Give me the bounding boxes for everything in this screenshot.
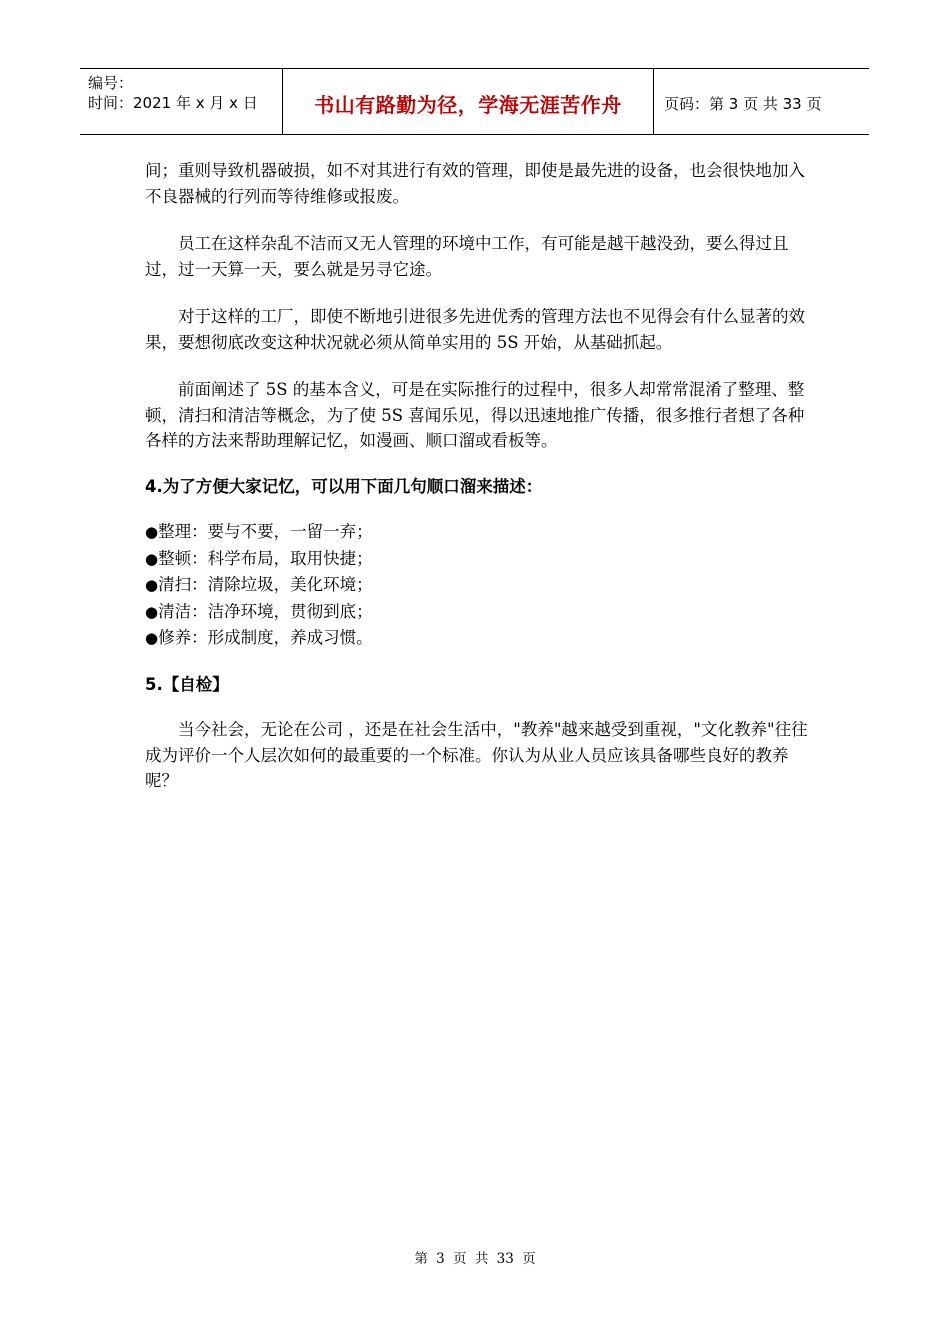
paragraph-4: 前面阐述了 5S 的基本含义，可是在实际推行的过程中，很多人却常常混淆了整理、整顿，清扫和清洁等概念，为了使 5S 喜闻乐见，得以迅速地推广传播，很多推行者想了各种各样的方法来帮助理解记忆，如漫画、顺口溜或看板等。 xyxy=(145,380,805,450)
paragraph-1: 间；重则导致机器破损，如不对其进行有效的管理，即使是最先进的设备，也会很快地加入不良器械的行列而等待维修或报废。 xyxy=(145,161,805,206)
list-item xyxy=(145,519,810,546)
document-number-label: 编号： xyxy=(88,74,134,92)
header-meta xyxy=(80,69,282,134)
mnemonic-list xyxy=(145,519,810,652)
document-body xyxy=(145,158,810,794)
page-footer xyxy=(0,1247,950,1267)
list-item xyxy=(145,572,810,599)
document-time-label: 时间：2021 年 x 月 x 日 xyxy=(88,94,258,112)
list-item-text: 清扫：清除垃圾，美化环境； xyxy=(158,575,373,594)
header-motto-cell xyxy=(282,69,654,134)
header-motto: 书山有路勤为径，学海无涯苦作舟 xyxy=(314,92,622,117)
header-page-code: 页码：第 3 页 共 33 页 xyxy=(664,94,822,113)
list-item-text: 整理：要与不要，一留一弃； xyxy=(158,522,373,541)
footer-page-number: 第 3 页 共 33 页 xyxy=(414,1251,536,1267)
bullet-icon: ● xyxy=(145,523,159,541)
list-item-text: 修养：形成制度，养成习惯。 xyxy=(158,628,373,647)
paragraph-5: 当今社会，无论在公司 ，还是在社会生活中，"教养"越来越受到重视，"文化教养"往往成为评价一个人层次如何的最重要的一个标准。你认为从业人员应该具备哪些良好的教养呢？ xyxy=(145,720,808,790)
section-heading-5: 5.【自检】 xyxy=(145,674,229,694)
list-item-text: 整顿：科学布局，取用快捷； xyxy=(158,548,373,568)
paragraph-2: 员工在这样杂乱不洁而又无人管理的环境中工作，有可能是越干越没劲，要么得过且过，过一天算一天，要么就是另寻它途。 xyxy=(145,234,789,279)
list-item-text: 清洁：洁净环境，贯彻到底； xyxy=(158,601,373,621)
page-header xyxy=(80,68,869,135)
paragraph-3: 对于这样的工厂，即使不断地引进很多先进优秀的管理方法也不见得会有什么显著的效果，要想彻底改变这种状况就必须从简单实用的 5S 开始，从基础抓起。 xyxy=(145,307,805,352)
bullet-icon: ● xyxy=(145,602,159,621)
bullet-icon: ● xyxy=(145,629,159,647)
list-item xyxy=(145,625,810,652)
bullet-icon: ● xyxy=(145,549,159,568)
bullet-icon: ● xyxy=(145,576,159,594)
section-heading-4: 4.为了方便大家记忆，可以用下面几句顺口溜来描述： xyxy=(145,476,543,496)
header-page-code-cell xyxy=(654,69,869,134)
list-item xyxy=(145,599,810,626)
list-item xyxy=(145,546,810,573)
